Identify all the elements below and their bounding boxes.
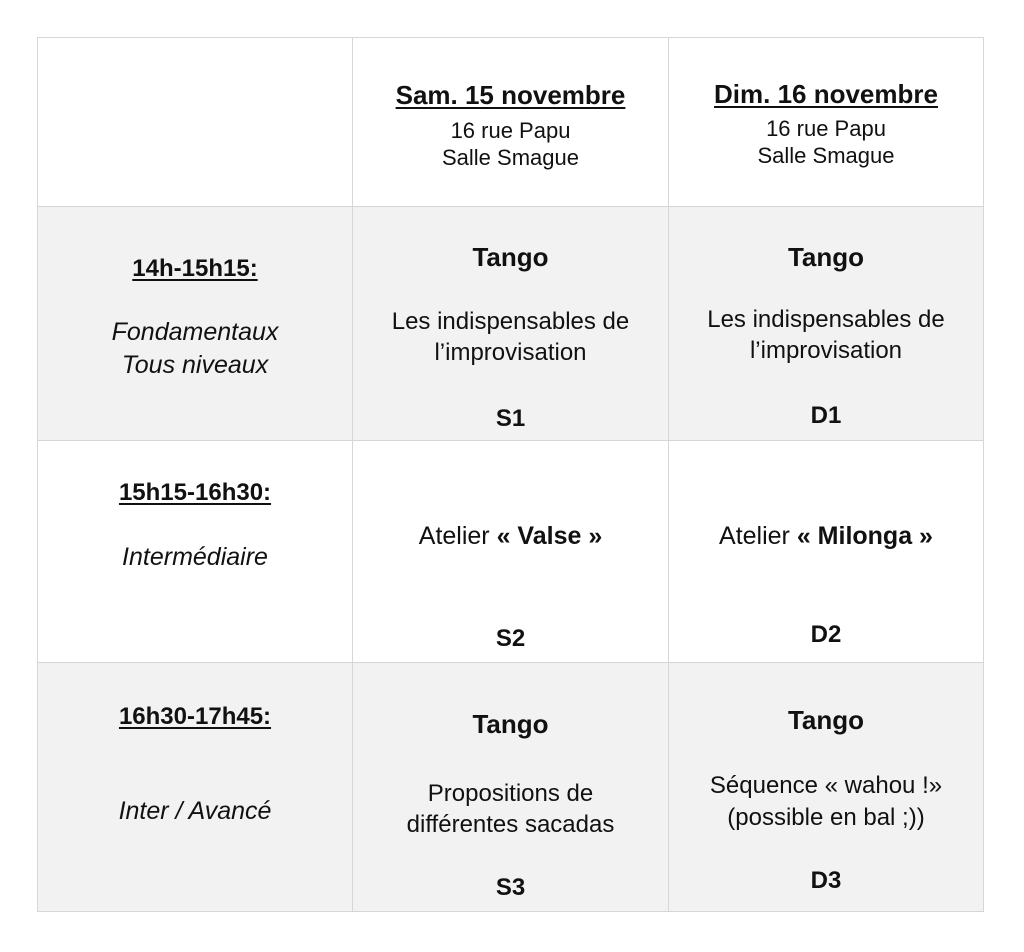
course-cell-s2 — [352, 440, 669, 663]
day-title: Dim. 16 novembre — [714, 79, 938, 109]
time-cell — [37, 206, 353, 441]
course-description: Propositions de — [427, 780, 594, 807]
level-label: Inter / Avancé — [118, 797, 272, 825]
course-code: D3 — [810, 867, 842, 894]
atelier-label — [353, 522, 668, 551]
course-cell-s1 — [352, 206, 669, 441]
course-cell-d3 — [668, 662, 984, 912]
course-code: S1 — [495, 405, 526, 432]
course-cell-d1 — [668, 206, 984, 441]
day-title: Sam. 15 novembre — [395, 80, 626, 110]
level-label: Intermédiaire — [122, 543, 268, 571]
dance-style: Tango — [787, 705, 865, 735]
time-slot: 15h15-16h30: — [118, 479, 272, 506]
level-label: Fondamentaux — [111, 318, 279, 346]
schedule-table — [37, 37, 984, 912]
time-cell — [37, 662, 353, 912]
schedule-row — [37, 440, 984, 663]
course-description: (possible en bal ;)) — [727, 804, 925, 831]
atelier-prefix: Atelier — [719, 522, 797, 550]
course-cell-s3 — [352, 662, 669, 912]
course-code: S3 — [495, 874, 526, 901]
day-room: Salle Smague — [757, 143, 895, 168]
header-cell-sunday — [668, 37, 984, 207]
course-description: Les indispensables de — [707, 306, 945, 333]
time-slot: 16h30-17h45: — [118, 703, 272, 730]
course-description: l’improvisation — [749, 337, 903, 364]
course-code: S2 — [495, 625, 526, 652]
day-room: Salle Smague — [442, 145, 579, 170]
day-address: 16 rue Papu — [766, 116, 886, 141]
day-address: 16 rue Papu — [450, 118, 571, 143]
header-row — [37, 37, 984, 207]
atelier-label — [669, 522, 983, 551]
dance-style: Tango — [787, 242, 865, 272]
schedule-row — [37, 662, 984, 912]
course-description: Séquence « wahou !» — [709, 772, 943, 799]
course-cell-d2 — [668, 440, 984, 663]
corner-cell — [37, 37, 353, 207]
course-code: D1 — [810, 402, 842, 429]
course-code: D2 — [810, 621, 842, 648]
time-slot: 14h-15h15: — [132, 255, 258, 282]
course-description: différentes sacadas — [406, 811, 615, 838]
time-cell — [37, 440, 353, 663]
dance-style: Tango — [472, 709, 549, 739]
atelier-name: « Milonga » — [796, 522, 933, 550]
dance-style: Tango — [472, 242, 549, 272]
level-label: Tous niveaux — [121, 351, 269, 379]
atelier-name: « Valse » — [496, 522, 603, 550]
header-cell-saturday — [352, 37, 669, 207]
course-description: l’improvisation — [434, 339, 587, 366]
atelier-prefix: Atelier — [418, 522, 497, 550]
course-description: Les indispensables de — [391, 308, 630, 335]
schedule-row — [37, 206, 984, 441]
